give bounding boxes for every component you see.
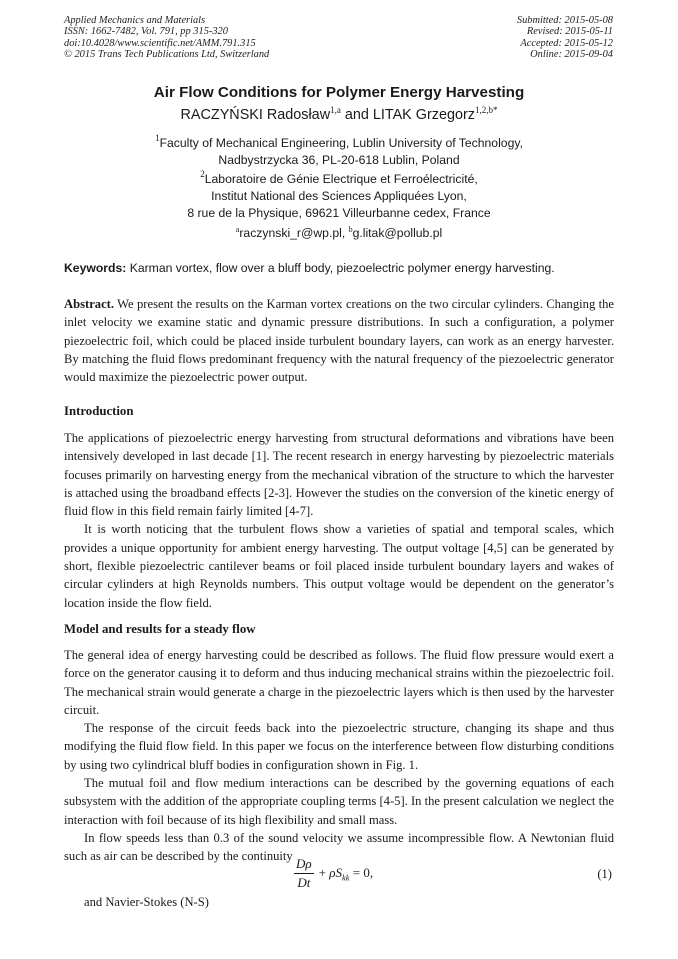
paragraph: The general idea of energy harvesting could be described as follows. The fluid flow pressure would exert a force on the generator causing it to deform and thus inducing mechanical strains within the piezoelectric foil. The mechanical strain would generate a charge in the piezoelectric layers which is then used by the harvester circuit. (64, 648, 614, 717)
model-body (64, 646, 614, 866)
equation-expression (294, 856, 373, 891)
section-heading-introduction: Introduction (64, 404, 134, 418)
abstract (64, 295, 614, 386)
abstract-label: Abstract. (64, 297, 115, 311)
affiliation-line: $^2$Laboratoire de Génie Electrique et Ferroélectricité, (200, 169, 478, 186)
journal-info (64, 15, 269, 61)
abstract-text: We present the results on the Karman vortex creations on the two circular cylinders. Changing the inlet velocity we examine static and dynamic pressure distributions. In such a configuration, a polymer piezoelectric foil, which could be placed inside turbulent boundary layers, can work as an energy harvester. By matching the fluid flows predominant frequency with the natural frequency of the piezoelectric generator would maximize the piezoelectric power output. (64, 297, 614, 385)
author-affiliation-marker: 1,2,b* (474, 105, 498, 115)
fraction-numerator: Dρ (294, 856, 314, 874)
journal-doi: doi:10.4028/www.scientific.net/AMM.791.315 (64, 37, 256, 49)
submitted-date: Submitted: 2015-05-08 (516, 15, 613, 26)
paragraph: It is worth noticing that the turbulent flows show a varieties of spatial and temporal scales, which provides a unique opportunity for ambient energy harvesting. The output voltage [4,5] can be generated by short, flexible piezoelectric cantilever beams or foil placed inside turbulent boundary layers and wakes of circular cylinders at high Reynolds numbers. This output voltage would be dependent on the generator’s location inside the flow field. (64, 522, 614, 610)
accepted-date: Accepted: 2015-05-12 (520, 37, 613, 49)
affiliation-marker: 1 (155, 133, 160, 143)
submission-dates (517, 15, 613, 61)
introduction-body (64, 429, 614, 612)
equation-terms: + $\rho S_{kk} = 0$, (318, 864, 374, 883)
affiliation-line: Institut National des Sciences Appliquées Lyon, (211, 189, 467, 203)
equation-number: (1) (597, 867, 612, 881)
online-date: Online: 2015-09-04 (530, 49, 613, 61)
affiliation-1 (0, 135, 678, 169)
author-joiner: and (344, 107, 369, 123)
affiliation-marker: 2 (200, 169, 205, 179)
email-line: $^a$raczynski_r@wp.pl, $^b$g.litak@pollub.pl (235, 225, 443, 240)
section-heading-model: Model and results for a steady flow (64, 622, 256, 636)
email-address[interactable]: g.litak@pollub.pl (352, 226, 443, 240)
email-marker: b (348, 225, 353, 234)
material-derivative-fraction (294, 856, 314, 891)
affiliation-line: $^1$Faculty of Mechanical Engineering, Lublin University of Technology, (155, 133, 523, 150)
equation-1 (0, 856, 678, 896)
affiliation-line: Nadbystrzycka 36, PL-20-618 Lublin, Poland (218, 153, 460, 167)
paragraph: In flow speeds less than 0.3 of the sound velocity we assume incompressible flow. A Newtonian fluid such as air can be described by the continuity (64, 830, 614, 864)
author-name: LITAK Grzegorz (372, 107, 475, 123)
paragraph: The applications of piezoelectric energy harvesting from structural deformations and vibrations have been intensively developed in last decade [1]. The recent research in energy harvesting by piezoelectric materials focuses primarily on harvesting energy from the mechanical vibration of the structure to which the harvester is attached using the broadband effects [2-3]. However the studies on the conversion of the kinetic energy of fluid flow in this field remain fairly limited [4-7]. (64, 431, 614, 519)
keywords-label: Keywords: (64, 261, 127, 275)
journal-name: Applied Mechanics and Materials (64, 15, 206, 26)
affiliation-line: 8 rue de la Physique, 69621 Villeurbanne cedex, France (187, 206, 491, 220)
trailing-text: and Navier-Stokes (N-S) (84, 895, 209, 909)
revised-date: Revised: 2015-05-11 (526, 26, 613, 38)
fraction-denominator: Dt (297, 875, 311, 890)
author-affiliation-marker: 1,a (330, 105, 341, 115)
keywords-text: Karman vortex, flow over a bluff body, piezoelectric polymer energy harvesting. (129, 261, 555, 275)
keywords (64, 261, 616, 275)
paragraph: The response of the circuit feeds back into the piezoelectric structure, changing its shape and thus modifying the fluid flow field. In this paper we focus on the interference between flow disturbing conditions by using two cylindrical bluff bodies in configuration shown in Fig. 1. (64, 721, 614, 772)
paper-title: Air Flow Conditions for Polymer Energy Harvesting (153, 84, 525, 101)
author-line (0, 107, 678, 123)
affiliation-2 (0, 171, 678, 222)
author-name: RACZYŃSKI Radosław (180, 107, 331, 123)
paragraph: The mutual foil and flow medium interactions can be described by the governing equations of each subsystem with the addition of the appropriate coupling terms [4-5]. In the present calculation we neglect the interaction with foil because of its high flexibility and small mass. (64, 776, 614, 827)
email-marker: a (235, 225, 240, 234)
journal-issn: ISSN: 1662-7482, Vol. 791, pp 315-320 (64, 26, 228, 38)
journal-copyright: © 2015 Trans Tech Publications Ltd, Switzerland (64, 49, 270, 61)
email-address[interactable]: raczynski_r@wp.pl (239, 226, 342, 240)
